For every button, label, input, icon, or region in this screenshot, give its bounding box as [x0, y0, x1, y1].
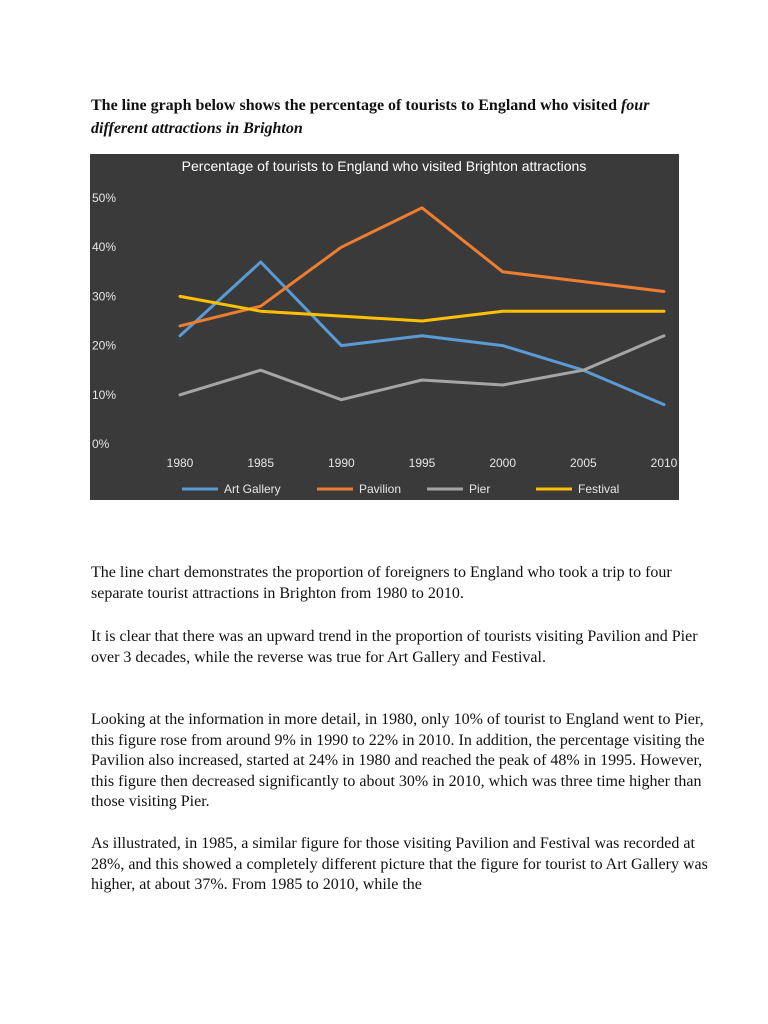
paragraph-intro: The line chart demonstrates the proportion of foreigners to England who took a trip to four separate tourist attractions in Brighton from 1980 to 2010. [91, 564, 672, 602]
y-tick-label: 50% [92, 191, 117, 205]
x-tick-label: 2010 [650, 456, 678, 470]
x-tick-label: 1985 [247, 456, 275, 470]
paragraph-comparison: As illustrated, in 1985, a similar figure for those visiting Pavilion and Festival was recorded at 28%, and this showed a completely different picture that the figure for tourist to Art Gallery was higher, at about 37%. From 1985 to 2010, while the [91, 835, 708, 893]
x-axis [167, 456, 678, 470]
legend-label-art-gallery: Art Gallery [224, 482, 281, 496]
paragraph-detail: Looking at the information in more detail, in 1980, only 10% of tourist to England went to Pier, this figure rose from around 9% in 1990 to 22% in 2010. In addition, the percentage visiting the Pavilion also increased, started at 24% in 1980 and reached the peak of 48% in 1995. However, this figure then decreased significantly to about 30% in 2010, which was three time higher than those visiting Pier. [91, 711, 705, 810]
line-chart [90, 154, 679, 500]
heading-text: The line graph below shows the percentage of tourists to England who visited [91, 97, 621, 114]
chart-title: Percentage of tourists to England who visited Brighton attractions [181, 158, 587, 174]
legend-label-pier: Pier [469, 482, 491, 496]
chart-legend [182, 482, 619, 496]
legend-label-festival: Festival [578, 482, 620, 496]
x-tick-label: 2005 [569, 456, 597, 470]
series-line-pavilion [180, 208, 664, 326]
series-group [180, 208, 664, 405]
x-tick-label: 1980 [166, 456, 194, 470]
document-heading [91, 94, 691, 140]
legend-label-pavilion: Pavilion [359, 482, 402, 496]
y-tick-label: 0% [92, 437, 110, 451]
x-tick-label: 1990 [327, 456, 355, 470]
line-chart-svg [90, 154, 679, 500]
series-line-festival [180, 296, 664, 321]
y-tick-label: 40% [92, 240, 117, 255]
y-tick-label: 10% [92, 387, 117, 402]
paragraph-overview: It is clear that there was an upward trend in the proportion of tourists visiting Pavilion and Pier over 3 decades, while the reverse was true for Art Gallery and Festival. [91, 628, 698, 666]
series-line-pier [180, 336, 664, 400]
y-axis [92, 191, 116, 451]
heading-emphasis: four different attractions in Brighton [91, 97, 650, 137]
x-tick-label: 2000 [489, 456, 517, 470]
x-tick-label: 1995 [408, 456, 436, 470]
y-tick-label: 20% [92, 338, 117, 353]
y-tick-label: 30% [92, 289, 117, 304]
